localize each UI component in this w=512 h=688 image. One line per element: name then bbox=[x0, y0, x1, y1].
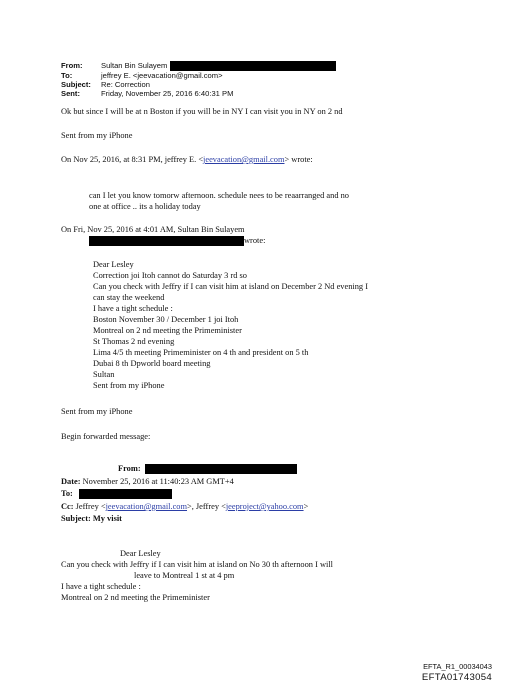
quoted-line: one at office .. its a holiday today bbox=[89, 202, 201, 211]
document-id: EFTA01743054 bbox=[421, 672, 492, 683]
header-to-row bbox=[61, 71, 336, 80]
subject-value: Re: Correction bbox=[101, 80, 150, 90]
quoted-line: Dear Lesley bbox=[93, 260, 134, 269]
to-value: jeffrey E. <jeevacation@gmail.com> bbox=[101, 71, 223, 80]
sent-value: Friday, November 25, 2016 6:40:31 PM bbox=[101, 89, 234, 99]
quoted-line: Dubai 8 th Dpworld board meeting bbox=[93, 359, 211, 368]
fwd-cc-label: Cc: bbox=[61, 502, 74, 511]
quoted-line: Montreal on 2 nd meeting the Primeminister bbox=[93, 326, 242, 335]
reply-attribution bbox=[61, 155, 313, 166]
fwd-subject-row bbox=[61, 514, 122, 525]
redaction-bar bbox=[79, 489, 172, 499]
quoted-line: St Thomas 2 nd evening bbox=[93, 337, 175, 346]
quoted-line: Lima 4/5 th meeting Primeminister on 4 th and president on 5 th bbox=[93, 348, 309, 357]
fwd-body-line: I have a tight schedule : bbox=[61, 582, 141, 591]
from-label: From: bbox=[61, 61, 83, 70]
fwd-body-line: Montreal on 2 nd meeting the Primeminister bbox=[61, 593, 210, 602]
email-link[interactable]: jeeproject@yahoo.com bbox=[225, 502, 304, 511]
quoted-line: Sent from my iPhone bbox=[93, 381, 165, 390]
fwd-subject-value: My visit bbox=[92, 514, 122, 523]
quoted-line: Correction joi Itoh cannot do Saturday 3 rd so bbox=[93, 271, 247, 280]
body-line: Ok but since I will be at n Boston if you will be in NY I can visit you in NY on 2 nd bbox=[61, 107, 343, 116]
fwd-body-line: Dear Lesley bbox=[120, 549, 161, 558]
fwd-to-row bbox=[61, 489, 172, 500]
fwd-to-label: To: bbox=[61, 489, 73, 498]
reply-attribution-end: > wrote: bbox=[284, 155, 313, 164]
wrote-text: wrote: bbox=[244, 236, 266, 245]
fwd-cc-text: >, Jeffrey < bbox=[187, 502, 226, 511]
fwd-subject-label: Subject: bbox=[61, 514, 91, 523]
fwd-cc-text: > bbox=[303, 502, 309, 511]
fwd-body-line: leave to Montreal 1 st at 4 pm bbox=[134, 571, 235, 580]
quoted-line: Boston November 30 / December 1 joi Itoh bbox=[93, 315, 239, 324]
redaction-bar bbox=[89, 236, 244, 246]
fwd-date-label: Date: bbox=[61, 477, 81, 486]
header-subject-row bbox=[61, 80, 336, 89]
redaction-bar bbox=[145, 464, 297, 474]
fwd-from-row bbox=[118, 464, 297, 475]
quoted-line: Sultan bbox=[93, 370, 115, 379]
header-sent-row bbox=[61, 89, 336, 98]
email-link[interactable]: jeevacation@gmail.com bbox=[105, 502, 188, 511]
on-fri-attribution: On Fri, Nov 25, 2016 at 4:01 AM, Sultan Bin Sulayem bbox=[61, 225, 245, 234]
email-link[interactable]: jeevacation@gmail.com bbox=[203, 155, 285, 164]
fwd-cc-row bbox=[61, 502, 308, 513]
redaction-bar bbox=[170, 61, 336, 71]
sent-label: Sent: bbox=[61, 89, 80, 99]
wrote-line bbox=[89, 236, 265, 247]
quoted-line: Can you check with Jeffry if I can visit him at island on December 2 Nd evening I bbox=[93, 282, 368, 291]
from-value: Sultan Bin Sulayem bbox=[101, 61, 168, 70]
quoted-line: can stay the weekend bbox=[93, 293, 165, 302]
email-header bbox=[61, 61, 336, 99]
subject-label: Subject: bbox=[61, 80, 91, 90]
to-label: To: bbox=[61, 71, 73, 80]
quoted-line: I have a tight schedule : bbox=[93, 304, 173, 313]
document-id: EFTA_R1_00034043 bbox=[423, 662, 492, 671]
quoted-line: can I let you know tomorw afternoon. schedule nees to be reaarranged and no bbox=[89, 191, 349, 200]
reply-attribution-text: On Nov 25, 2016, at 8:31 PM, jeffrey E. < bbox=[61, 155, 204, 164]
fwd-date-value: November 25, 2016 at 11:40:23 AM GMT+4 bbox=[82, 477, 234, 486]
fwd-date-row bbox=[61, 477, 234, 488]
sent-from-iphone: Sent from my iPhone bbox=[61, 131, 133, 140]
sent-from-iphone: Sent from my iPhone bbox=[61, 407, 133, 416]
begin-forwarded: Begin forwarded message: bbox=[61, 432, 151, 441]
fwd-from-label: From: bbox=[118, 464, 141, 473]
header-from-row bbox=[61, 61, 336, 71]
fwd-cc-text: Jeffrey < bbox=[75, 502, 106, 511]
fwd-body-line: Can you check with Jeffry if I can visit him at island on No 30 th afternoon I will bbox=[61, 560, 333, 569]
